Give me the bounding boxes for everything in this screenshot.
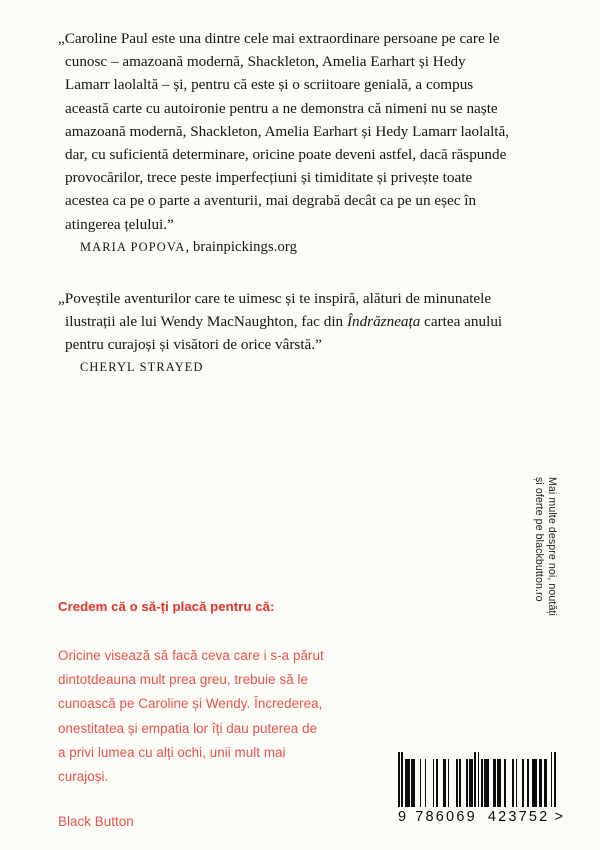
blurb-section <box>58 27 510 407</box>
blurb-attribution-name: CHERYL STRAYED <box>80 360 204 375</box>
blurb-quote-title-italic: Îndrăzneața <box>346 313 421 331</box>
blurb-quote-part-2: cartea anului pentru curajoși și visători de orice vârstă.” <box>65 313 503 354</box>
side-note-line-2: și oferte pe blackbutton.ro <box>532 477 545 602</box>
side-note <box>531 477 558 727</box>
barcode-digits <box>398 808 566 826</box>
blurb-quote-part-1: „Poveștile aventurilor care te uimesc și te inspiră, alături de minunatele ilustrații ale lui Wendy MacNaughton, fac din <box>58 289 492 331</box>
blurb-quote-text <box>58 287 510 357</box>
side-note-line-1: Mai multe despre noi, noutăți <box>546 477 558 616</box>
barcode-group-1: 786069 <box>415 809 477 825</box>
promo-heading: Credem că o să-ți placă pentru că: <box>58 599 275 614</box>
blurb-quote-text: „Caroline Paul este una dintre cele mai extraordinare persoane pe care le cunosc – amazoană modernă, Shackleton, Amelia Earhart și Hedy Lamarr laolaltă – și, pentru că este și o scriitoare genială, a compus această carte cu autoironie pentru a ne demonstra că nimeni nu se naște amazoană modernă, Shackleton, Amelia Earhart și Hedy Lamarr laolaltă, dar, cu suficientă determinare, oricine poate deveni astfel, dacă răspunde provocărilor, trece peste imperfecțiuni și timiditate și privește toate acestea ca pe o parte a aventurii, mai degrabă decât ca pe un eșec în atingerea țelului.” <box>58 30 510 233</box>
promo-body: Oricine visează să facă ceva care i s-a părut dintotdeauna mult prea greu, trebuie să le cunoască pe Caroline și Wendy. Încrederea, onestitatea și empatia lor îți dau puterea de a privi lumea cu alți ochi, unii mult mai curajoși. <box>58 648 324 785</box>
promo-block <box>58 598 328 789</box>
blurb-attribution-name: MARIA POPOVA <box>80 239 186 254</box>
publisher-imprint: Black Button <box>58 814 134 829</box>
barcode-group-2: 423752 <box>487 809 550 825</box>
barcode-trailing-mark: > <box>554 809 566 825</box>
blurb-attribution <box>58 238 510 257</box>
blurb-attribution <box>58 358 510 377</box>
isbn-barcode <box>398 752 566 826</box>
barcode-bars <box>398 752 556 807</box>
blurb-item <box>58 27 510 257</box>
barcode-lead-digit: 9 <box>398 809 409 825</box>
blurb-item <box>58 287 510 378</box>
blurb-attribution-source: , brainpickings.org <box>185 238 297 255</box>
